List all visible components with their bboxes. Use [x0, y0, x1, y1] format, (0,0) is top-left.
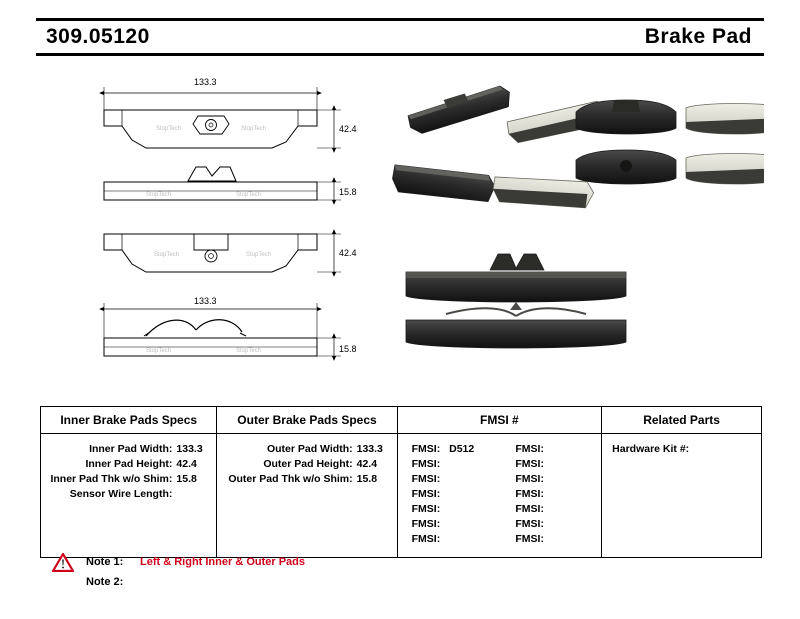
outer-pad-thickness-value: 15.8 [356, 473, 378, 485]
inner-pad-outline-drawing [104, 77, 357, 148]
note-1-row [52, 552, 552, 572]
note-1-value: Left & Right Inner & Outer Pads [140, 556, 306, 568]
drawings-svg [36, 64, 764, 394]
table-body-row [41, 434, 762, 558]
inner-specs-list [41, 434, 216, 512]
header-fmsi: FMSI # [397, 407, 602, 434]
related-parts-list [602, 434, 761, 467]
inner-pad-height-label: Inner Pad Height: [85, 458, 173, 470]
list-item [515, 472, 601, 487]
inner-pad-side-view-drawing [104, 167, 357, 200]
list-item [45, 457, 206, 472]
svg-text:42.4: 42.4 [339, 248, 357, 258]
cell-fmsi [397, 434, 602, 558]
pad-set-photo-group-a [390, 84, 609, 214]
fmsi-label: FMSI: [411, 518, 441, 530]
inner-pad-width-value: 133.3 [176, 443, 203, 455]
list-item [412, 487, 500, 502]
note-2-label: Note 2: [86, 576, 124, 588]
fmsi-column-left [398, 442, 500, 547]
sensor-wire-length-value [176, 487, 206, 502]
list-item [515, 502, 601, 517]
fmsi-value: D512 [449, 443, 475, 455]
sensor-wire-length-label: Sensor Wire Length: [69, 488, 173, 500]
svg-text:15.8: 15.8 [339, 344, 357, 354]
pad-photo-with-clip [406, 254, 626, 348]
fmsi-label: FMSI: [411, 533, 441, 545]
cell-inner-specs [41, 434, 217, 558]
svg-text:133.3: 133.3 [194, 296, 217, 306]
list-item [412, 457, 500, 472]
table-header-row [41, 407, 762, 434]
outer-pad-height-value: 42.4 [356, 458, 378, 470]
fmsi-column-right [499, 442, 601, 547]
fmsi-label: FMSI: [515, 458, 544, 470]
fmsi-label: FMSI: [515, 533, 544, 545]
outer-specs-list [217, 434, 396, 497]
specifications-table [40, 406, 762, 558]
outer-pad-width-label: Outer Pad Width: [266, 443, 353, 455]
inner-pad-height-value: 42.4 [176, 458, 197, 470]
outer-pad-side-view-drawing [104, 296, 357, 356]
outer-pad-thickness-label: Outer Pad Thk w/o Shim: [228, 473, 353, 485]
list-item [612, 442, 761, 457]
technical-drawings [36, 64, 764, 394]
list-item [412, 472, 500, 487]
fmsi-label: FMSI: [515, 488, 544, 500]
fmsi-label: FMSI: [411, 503, 441, 515]
list-item [515, 487, 601, 502]
list-item [515, 517, 601, 532]
cell-related-parts [602, 434, 762, 558]
fmsi-label: FMSI: [515, 518, 544, 530]
header-outer-specs: Outer Brake Pads Specs [217, 407, 397, 434]
list-item [45, 487, 206, 502]
fmsi-label: FMSI: [411, 473, 441, 485]
outer-pad-outline-drawing [104, 234, 357, 272]
list-item [221, 442, 386, 457]
header-inner-specs: Inner Brake Pads Specs [41, 407, 217, 434]
svg-text:StopTech: StopTech [241, 126, 267, 132]
svg-text:42.4: 42.4 [339, 124, 357, 134]
fmsi-label: FMSI: [411, 443, 441, 455]
header-related-parts: Related Parts [602, 407, 762, 434]
outer-pad-height-label: Outer Pad Height: [263, 458, 353, 470]
inner-pad-width-label: Inner Pad Width: [89, 443, 173, 455]
list-item [515, 457, 601, 472]
list-item [221, 472, 386, 487]
svg-text:StopTech: StopTech [246, 252, 272, 258]
list-item [515, 442, 601, 457]
fmsi-label: FMSI: [515, 443, 544, 455]
warning-icon [52, 553, 74, 572]
document-type-title: Brake Pad [644, 25, 752, 48]
svg-text:StopTech: StopTech [236, 348, 262, 354]
fmsi-grid [398, 434, 602, 557]
list-item [515, 532, 601, 547]
list-item [221, 457, 386, 472]
note-2-row [52, 572, 552, 592]
list-item [412, 442, 500, 457]
svg-text:StopTech: StopTech [146, 348, 172, 354]
list-item [412, 517, 500, 532]
note-1-label: Note 1: [86, 556, 124, 568]
fmsi-label: FMSI: [515, 473, 544, 485]
list-item [412, 502, 500, 517]
fmsi-label: FMSI: [515, 503, 544, 515]
fmsi-label: FMSI: [411, 458, 441, 470]
svg-text:StopTech: StopTech [236, 192, 262, 198]
outer-pad-width-value: 133.3 [356, 443, 383, 455]
svg-text:StopTech: StopTech [154, 252, 180, 258]
svg-text:133.3: 133.3 [194, 77, 217, 87]
cell-outer-specs [217, 434, 397, 558]
list-item [412, 532, 500, 547]
inner-pad-thickness-label: Inner Pad Thk w/o Shim: [50, 473, 173, 485]
fmsi-label: FMSI: [411, 488, 441, 500]
hardware-kit-label: Hardware Kit #: [612, 443, 690, 455]
inner-pad-thickness-value: 15.8 [176, 473, 197, 485]
svg-text:StopTech: StopTech [156, 126, 182, 132]
header-bar [36, 18, 764, 56]
pad-set-photo-group-b [576, 100, 764, 184]
notes-section [52, 552, 552, 592]
part-number: 309.05120 [46, 25, 150, 48]
svg-text:StopTech: StopTech [146, 192, 172, 198]
list-item [45, 442, 206, 457]
list-item [45, 472, 206, 487]
svg-text:15.8: 15.8 [339, 187, 357, 197]
